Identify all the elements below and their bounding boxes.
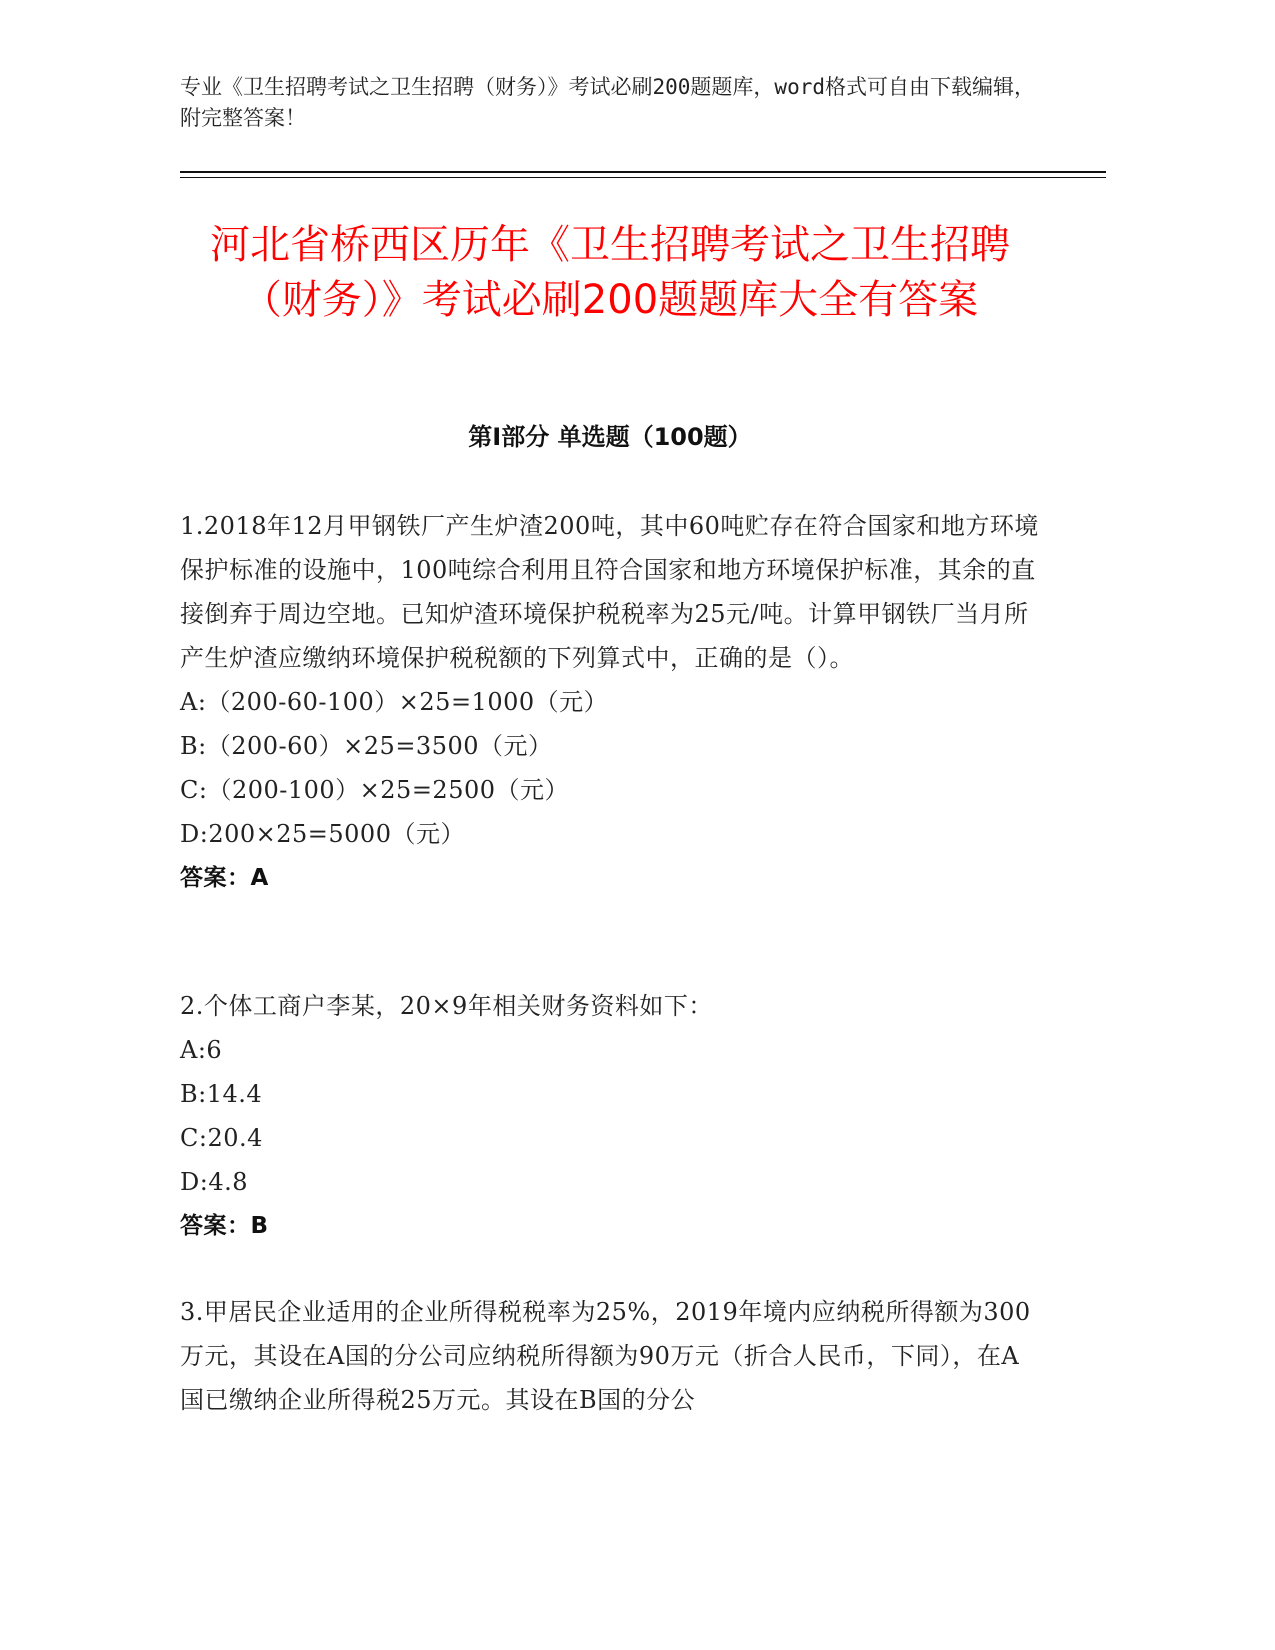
option-a: A:6	[180, 1036, 223, 1064]
header-rule-thick	[180, 171, 1106, 173]
option-b: B:14.4	[180, 1080, 263, 1108]
question-3	[180, 1290, 1040, 1422]
option-c: C:（200-100）×25=2500（元）	[180, 776, 570, 804]
header-note: 专业《卫生招聘考试之卫生招聘（财务）》考试必刷200题题库，word格式可自由下载编辑，附完整答案！	[180, 75, 1035, 130]
question-2	[180, 984, 1040, 1248]
option-b: B:（200-60）×25=3500（元）	[180, 732, 553, 760]
header-rule-thin	[180, 177, 1106, 178]
answer: 答案：A	[180, 865, 269, 891]
answer: 答案：B	[180, 1213, 269, 1239]
question-stem: 2.个体工商户李某，20×9年相关财务资料如下：	[180, 992, 713, 1020]
question-stem: 3.甲居民企业适用的企业所得税税率为25%，2019年境内应纳税所得额为300万元，其设在A国的分公司应纳税所得额为90万元（折合人民币，下同），在A国已缴纳企业所得税25万元。其设在B国的分公	[180, 1298, 1031, 1414]
section-title: 第I部分 单选题（100题）	[468, 423, 752, 451]
option-d: D:4.8	[180, 1168, 248, 1196]
question-stem: 1.2018年12月甲钢铁厂产生炉渣200吨，其中60吨贮存在符合国家和地方环境保护标准的设施中，100吨综合利用且符合国家和地方环境保护标准，其余的直接倒弃于周边空地。已知炉渣环境保护税税率为25元/吨。计算甲钢铁厂当月所产生炉渣应缴纳环境保护税税额的下列算式中，正确的是（）。	[180, 512, 1039, 672]
option-a: A:（200-60-100）×25=1000（元）	[180, 688, 609, 716]
option-d: D:200×25=5000（元）	[180, 820, 465, 848]
document-title: 河北省桥西区历年《卫生招聘考试之卫生招聘（财务）》考试必刷200题题库大全有答案	[210, 222, 1010, 323]
option-c: C:20.4	[180, 1124, 263, 1152]
question-1	[180, 504, 1040, 900]
